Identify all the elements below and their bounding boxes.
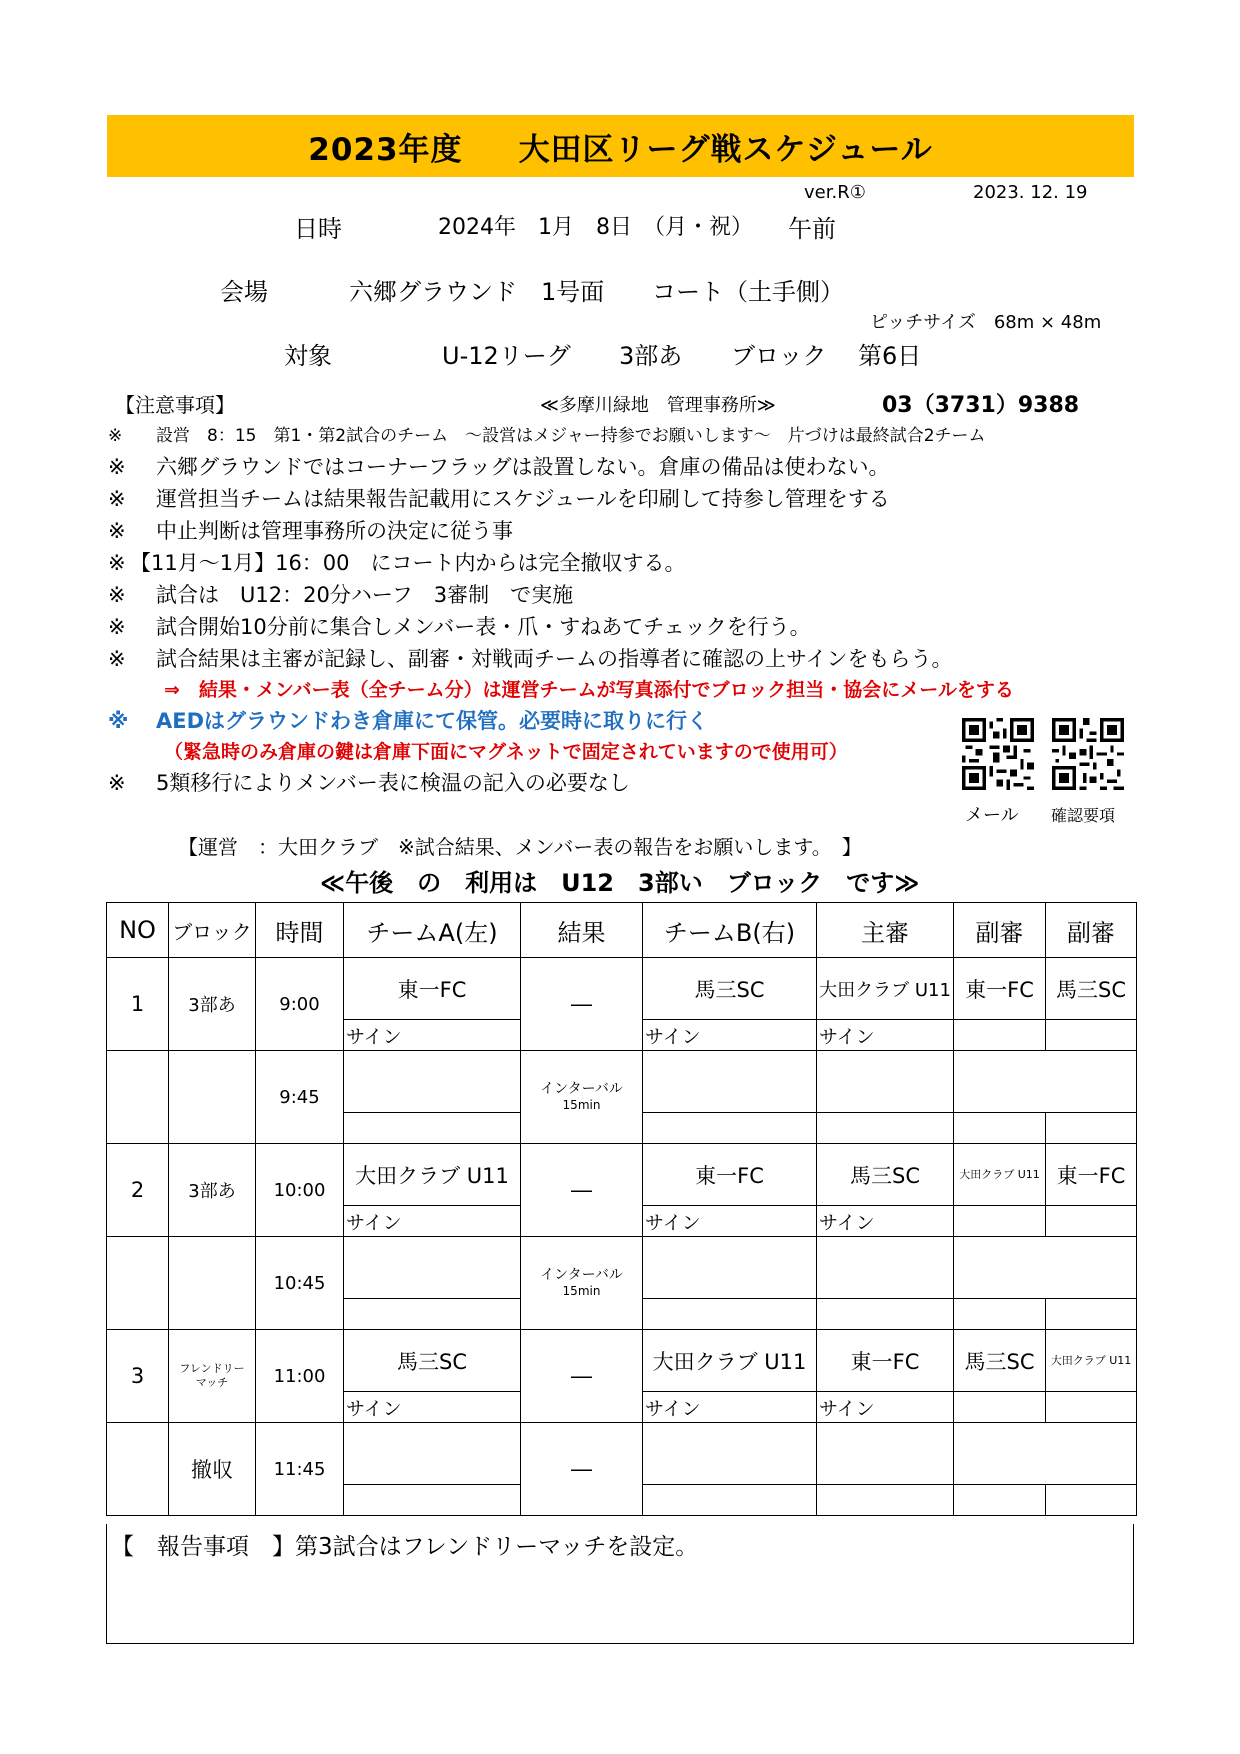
match-no: 3 xyxy=(107,1330,169,1423)
venue-label: 会場 xyxy=(220,278,268,306)
match-block: フレンドリーマッチ xyxy=(169,1330,256,1423)
interval-label: インターバル 15min xyxy=(521,1237,643,1330)
qr-code-confirm[interactable] xyxy=(1052,718,1124,790)
sign-assistant-1[interactable] xyxy=(954,1020,1046,1051)
note-item-red: ⇒ 結果・メンバー表（全チーム分）は運営チームが写真添付でブロック担当・協会にメールをする xyxy=(164,679,1014,701)
empty-cell xyxy=(817,1113,954,1144)
header-time: 時間 xyxy=(256,903,344,958)
empty-cell xyxy=(954,1299,1046,1330)
date-value: 2024年 1月 8日 （月・祝） xyxy=(438,215,753,240)
referee: 馬三SC xyxy=(817,1144,954,1206)
table-header-row xyxy=(107,903,1137,958)
pitch-size: ピッチサイズ 68m × 48m xyxy=(870,312,1102,333)
target-league: U-12リーグ xyxy=(442,342,571,370)
match-time: 11:00 xyxy=(256,1330,344,1423)
sign-assistant-2[interactable] xyxy=(1046,1020,1137,1051)
venue-court: コート（土手側） xyxy=(652,278,844,306)
sign-team-a[interactable]: サイン xyxy=(344,1206,521,1237)
note-item: ※ 六郷グラウンドではコーナーフラッグは設置しない。倉庫の備品は使わない。 xyxy=(108,455,890,479)
sign-assistant-2[interactable] xyxy=(1046,1392,1137,1423)
empty-cell xyxy=(643,1113,817,1144)
header-team-a: チームA(左) xyxy=(344,903,521,958)
schedule-table xyxy=(106,902,1137,1516)
office-name: ≪多摩川緑地 管理事務所≫ xyxy=(540,395,776,416)
team-a: 大田クラブ U11 xyxy=(344,1144,521,1206)
sign-assistant-1[interactable] xyxy=(954,1206,1046,1237)
note-item: ※ 中止判断は管理事務所の決定に従う事 xyxy=(108,519,513,543)
note-item-aed: ※ AEDはグラウンドわき倉庫にて保管。必要時に取りに行く xyxy=(108,709,709,733)
note-item-red: （緊急時のみ倉庫の鍵は倉庫下面にマグネットで固定されていますので使用可） xyxy=(164,741,848,763)
interval-row xyxy=(107,1237,1137,1299)
note-item: ※ 試合開始10分前に集合しメンバー表・爪・すねあてチェックを行う。 xyxy=(108,615,811,639)
table-row xyxy=(107,1144,1137,1206)
empty-cell xyxy=(344,1051,521,1113)
empty-cell xyxy=(817,1051,954,1113)
title-bar xyxy=(107,115,1134,177)
sign-assistant-2[interactable] xyxy=(1046,1206,1137,1237)
table-row xyxy=(107,958,1137,1020)
referee: 東一FC xyxy=(817,1330,954,1392)
version: ver.R① xyxy=(804,182,866,203)
date-label: 日時 xyxy=(294,215,342,243)
qr-label-mail: メール xyxy=(965,805,1019,826)
note-item: ※ 5類移行によりメンバー表に検温の記入の必要なし xyxy=(108,771,630,795)
empty-cell xyxy=(817,1299,954,1330)
assistant-1: 東一FC xyxy=(954,958,1046,1020)
sign-referee[interactable]: サイン xyxy=(817,1020,954,1051)
header-assistant-1: 副審 xyxy=(954,903,1046,958)
empty-cell xyxy=(1046,1299,1137,1330)
sign-team-a[interactable]: サイン xyxy=(344,1392,521,1423)
interval-label: インターバル 15min xyxy=(521,1051,643,1144)
date-period: 午前 xyxy=(788,215,836,243)
cleanup-time: 11:45 xyxy=(256,1423,344,1516)
sign-assistant-1[interactable] xyxy=(954,1392,1046,1423)
match-time: 10:00 xyxy=(256,1144,344,1237)
empty-cell xyxy=(344,1113,521,1144)
office-phone: 03（3731）9388 xyxy=(882,393,1080,418)
sign-team-a[interactable]: サイン xyxy=(344,1020,521,1051)
management-note: 【運営 ：大田クラブ ※試合結果、メンバー表の報告をお願いします。 】 xyxy=(178,835,862,859)
target-label: 対象 xyxy=(284,342,332,370)
empty-cell xyxy=(643,1485,817,1516)
note-item: ※ 試合結果は主審が記録し、副審・対戦両チームの指導者に確認の上サインをもらう。 xyxy=(108,647,953,671)
match-time: 9:00 xyxy=(256,958,344,1051)
assistant-2: 馬三SC xyxy=(1046,958,1137,1020)
empty-cell xyxy=(107,1237,169,1330)
assistant-2: 大田クラブ U11 xyxy=(1046,1330,1137,1392)
match-result[interactable]: ― xyxy=(521,1144,643,1237)
empty-cell xyxy=(107,1423,169,1516)
interval-time: 10:45 xyxy=(256,1237,344,1330)
empty-cell xyxy=(169,1051,256,1144)
cleanup-result: ― xyxy=(521,1423,643,1516)
header-referee: 主審 xyxy=(817,903,954,958)
empty-cell xyxy=(817,1485,954,1516)
note-item: ※ 【11月～1月】16：00 にコート内からは完全撤収する。 xyxy=(108,551,686,575)
target-division: 3部あ xyxy=(619,342,683,370)
qr-code-mail[interactable] xyxy=(962,718,1034,790)
note-item: ※ 設営 8：15 第1・第2試合のチーム ～設営はメジャー持参でお願いします～ 片づけは最終試合2チーム xyxy=(108,426,986,446)
team-b: 馬三SC xyxy=(643,958,817,1020)
team-b: 大田クラブ U11 xyxy=(643,1330,817,1392)
header-team-b: チームB(右) xyxy=(643,903,817,958)
report-text: 【 報告事項 】第3試合はフレンドリーマッチを設定。 xyxy=(111,1534,699,1560)
empty-cell xyxy=(954,1423,1137,1485)
match-result[interactable]: ― xyxy=(521,1330,643,1423)
empty-cell xyxy=(954,1485,1046,1516)
title-name: 大田区リーグ戦スケジュール xyxy=(518,131,933,168)
empty-cell xyxy=(344,1423,521,1485)
empty-cell xyxy=(817,1423,954,1485)
interval-time: 9:45 xyxy=(256,1051,344,1144)
empty-cell xyxy=(643,1299,817,1330)
sign-team-b[interactable]: サイン xyxy=(643,1020,817,1051)
empty-cell xyxy=(954,1113,1046,1144)
empty-cell xyxy=(643,1423,817,1485)
afternoon-note: ≪午後 の 利用は U12 3部い ブロック です≫ xyxy=(320,869,920,897)
sign-referee[interactable]: サイン xyxy=(817,1206,954,1237)
interval-row xyxy=(107,1051,1137,1113)
team-a: 東一FC xyxy=(344,958,521,1020)
header-no: NO xyxy=(107,903,169,958)
sign-team-b[interactable]: サイン xyxy=(643,1206,817,1237)
empty-cell xyxy=(107,1051,169,1144)
empty-cell xyxy=(169,1237,256,1330)
match-result[interactable]: ― xyxy=(521,958,643,1051)
assistant-2: 東一FC xyxy=(1046,1144,1137,1206)
empty-cell xyxy=(643,1237,817,1299)
assistant-1: 大田クラブ U11 xyxy=(954,1144,1046,1206)
header-block: ブロック xyxy=(169,903,256,958)
empty-cell xyxy=(344,1485,521,1516)
empty-cell xyxy=(344,1237,521,1299)
sign-team-b[interactable]: サイン xyxy=(643,1392,817,1423)
title-year: 2023年度 xyxy=(308,131,463,168)
empty-cell xyxy=(817,1237,954,1299)
doc-date: 2023. 12. 19 xyxy=(973,182,1088,203)
report-box[interactable] xyxy=(106,1524,1134,1644)
team-a: 馬三SC xyxy=(344,1330,521,1392)
target-block: ブロック xyxy=(731,342,827,370)
cleanup-row xyxy=(107,1423,1137,1485)
empty-cell xyxy=(643,1051,817,1113)
header-assistant-2: 副審 xyxy=(1046,903,1137,958)
note-item: ※ 試合は U12：20分ハーフ 3審制 で実施 xyxy=(108,583,574,607)
notes-label: 【注意事項】 xyxy=(115,393,235,417)
referee: 大田クラブ U11 xyxy=(817,958,954,1020)
cleanup-label: 撤収 xyxy=(169,1423,256,1516)
header-result: 結果 xyxy=(521,903,643,958)
team-b: 東一FC xyxy=(643,1144,817,1206)
assistant-1: 馬三SC xyxy=(954,1330,1046,1392)
empty-cell xyxy=(344,1299,521,1330)
match-block: 3部あ xyxy=(169,1144,256,1237)
empty-cell xyxy=(1046,1113,1137,1144)
qr-label-confirm: 確認要項 xyxy=(1051,806,1116,825)
empty-cell xyxy=(954,1051,1137,1113)
match-no: 1 xyxy=(107,958,169,1051)
match-block: 3部あ xyxy=(169,958,256,1051)
table-row xyxy=(107,1330,1137,1392)
empty-cell xyxy=(954,1237,1137,1299)
sign-referee[interactable]: サイン xyxy=(817,1392,954,1423)
empty-cell xyxy=(1046,1485,1137,1516)
match-no: 2 xyxy=(107,1144,169,1237)
note-item: ※ 運営担当チームは結果報告記載用にスケジュールを印刷して持参し管理をする xyxy=(108,487,890,511)
target-day: 第6日 xyxy=(858,342,922,370)
venue-value: 六郷グラウンド 1号面 xyxy=(349,278,605,306)
